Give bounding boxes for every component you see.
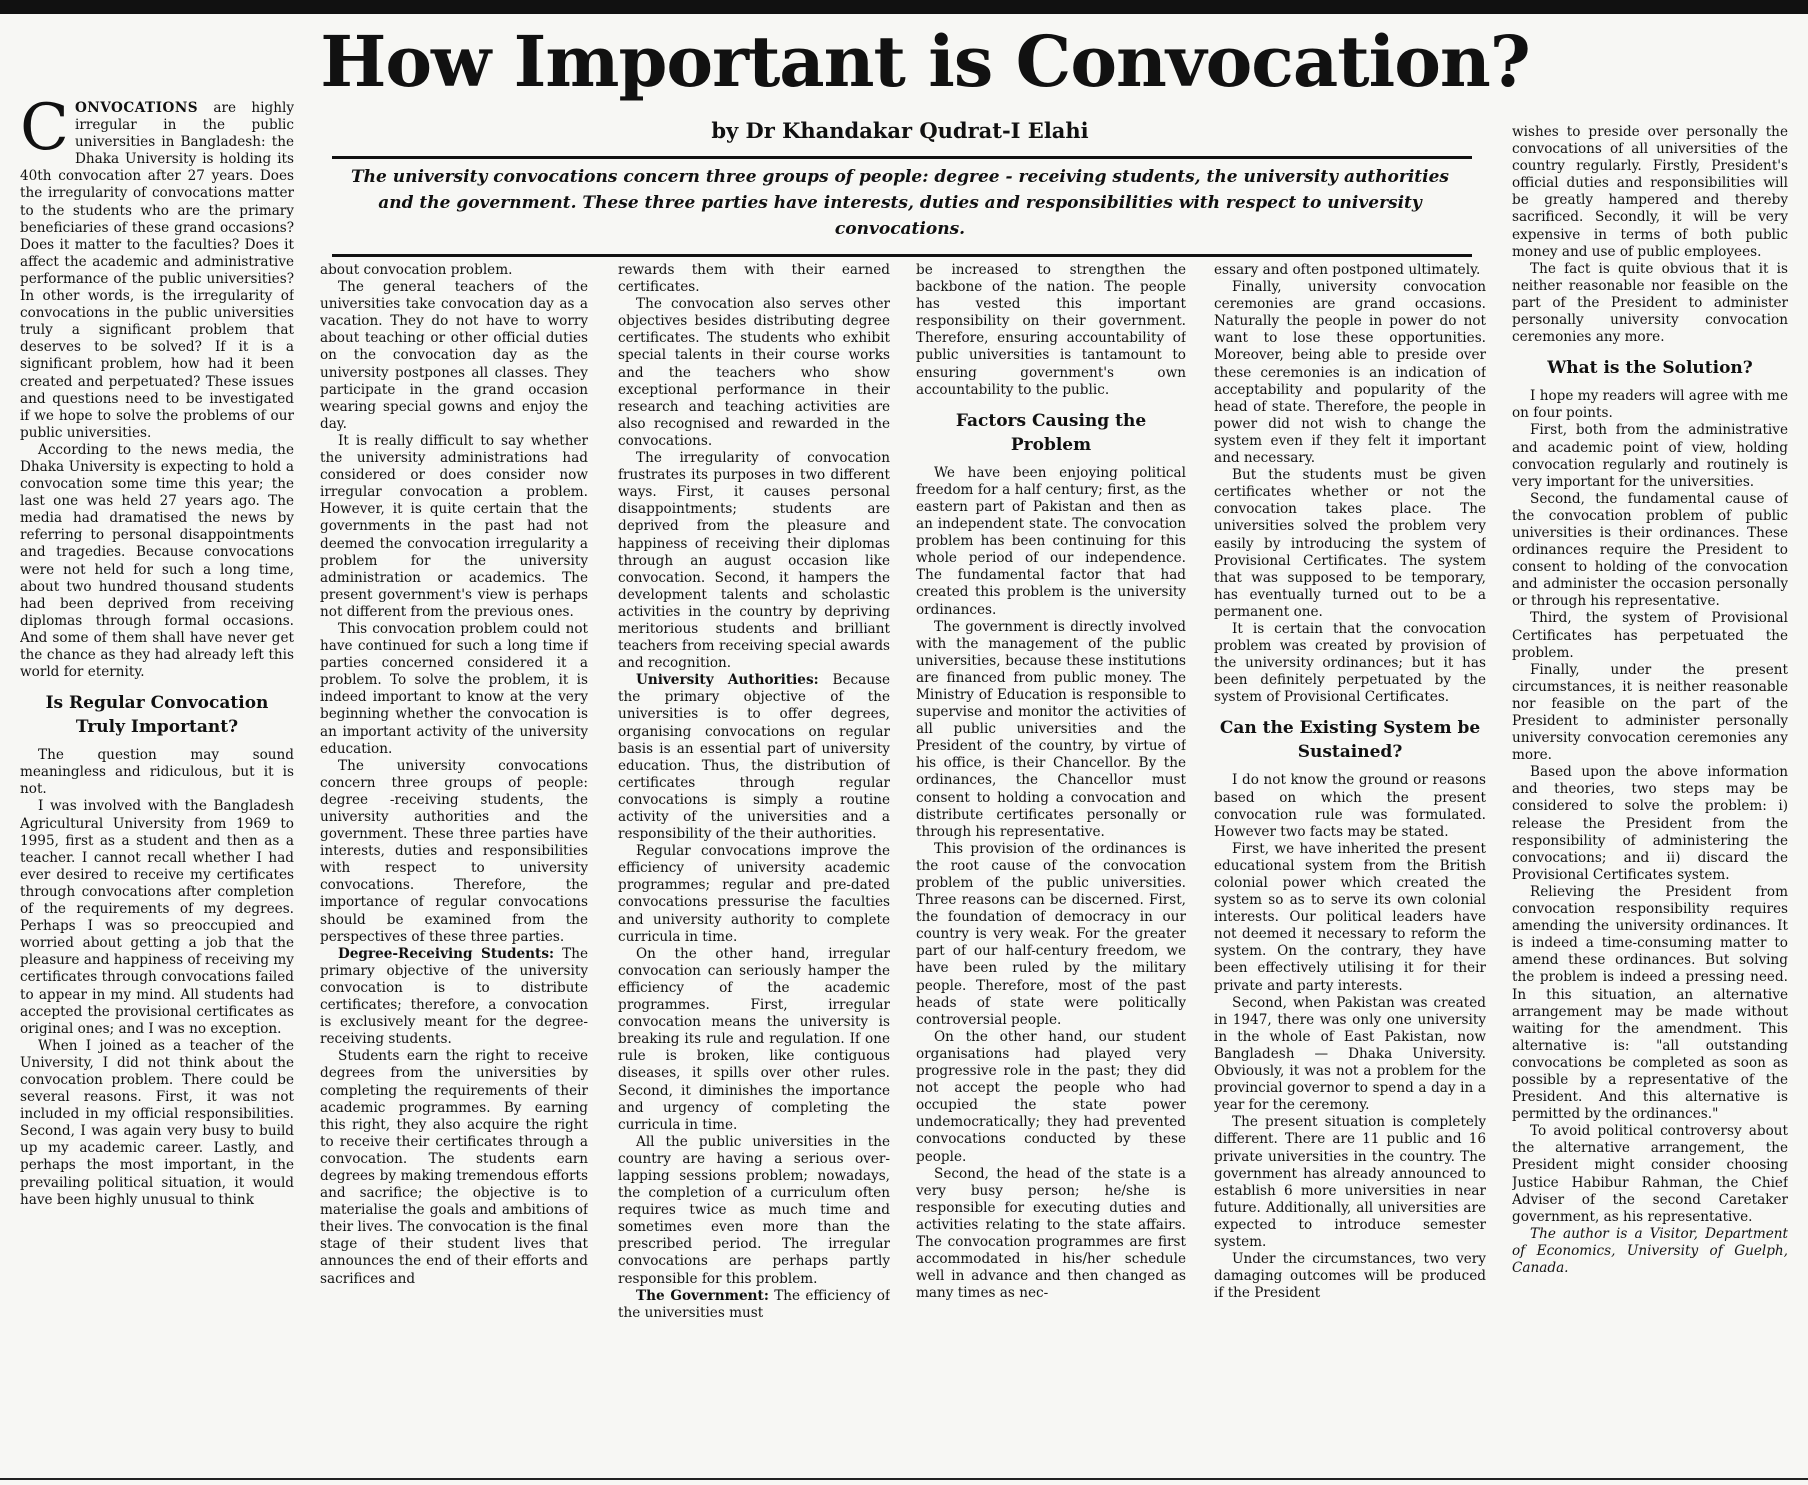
paragraph: When I joined as a teacher of the University, I did not think about the convocation problem. There could be several reasons. First, it was not included in my official responsibilities. Second, I was again very busy to build up my academic career. Lastly, and perhaps the most important, in the prevailing political situation, it would have been highly unusual to think <box>20 1037 294 1208</box>
paragraph: The irregularity of convocation frustrates its purposes in two different ways. First, it causes personal disappointments; students are deprived from the pleasure and happiness of receiving their diplomas through an august occasion like convocation. Second, it hampers the development talents and scholastic activities in the country by depriving meritorious students and brilliant teachers from receiving special awards and recognition. <box>618 450 890 672</box>
paragraph: University Authorities: Because the primary objective of the universities is to offer degrees, organising convocations on regular basis is an essential part of university education. Thus, the distribution of certificates through regular convocations is simply a routine activity of the universities and a responsibility of the their authorities. <box>618 672 890 843</box>
section-heading: What is the Solution? <box>1547 358 1753 379</box>
paragraph: Second, when Pakistan was created in 1947, there was only one university in the whole of East Pakistan, now Bangladesh — Dhaka University. Obviously, it was not a problem for the provincial governor to spend a day in a year for the ceremony. <box>1214 994 1486 1114</box>
paragraph: The convocation also serves other objectives besides distributing degree certificates. The students who exhibit special talents in their course works and the teachers who show exceptional performance in their research and teaching activities are also recognised and rewarded in the convocations. <box>618 296 890 449</box>
paragraph: It is really difficult to say whether the university administrations had considered or does consider now irregular convocation a problem. However, it is quite certain that the governments in the past had not deemed the convocation irregularity a problem for the university administration or academics. The present government's view is perhaps not different from the previous ones. <box>320 432 588 620</box>
column-1 <box>20 100 294 1475</box>
paragraph: Second, the head of the state is a very busy person; he/she is responsible for executing duties and activities relating to the state affairs. The convocation programmes are first accommodated in his/her schedule well in advance and then changed as many times as nec- <box>916 1165 1186 1302</box>
paragraph: wishes to preside over personally the convocations of all universities of the country regularly. Firstly, President's official duties and responsibilities will be greatly hampered and thereby sacrificed. Secondly, it will be very expensive in terms of both public money and use of public employees. <box>1512 124 1788 260</box>
paragraph: First, we have inherited the present educational system from the British colonial power which created the system so as to serve its own colonial interests. Our political leaders have not deemed it necessary to reform the system. On the contrary, they have been effectively utilising it for their private and party interests. <box>1214 840 1486 994</box>
paragraph: It is certain that the convocation problem was created by provision of the university ordinances; but it has been definitely perpetuated by the system of Provisional Certificates. <box>1214 620 1486 706</box>
paragraph: I do not know the ground or reasons based on which the present convocation rule was formulated. However two facts may be stated. <box>1214 772 1486 840</box>
deck-rule-top <box>332 156 1472 159</box>
paragraph: To avoid political controversy about the alternative arrangement, the President might consider choosing Justice Habibur Rahman, the Chief Adviser of the second Caretaker government, as his representative. <box>1512 1123 1788 1225</box>
paragraph: Degree-Receiving Students: The primary objective of the university convocation is to distribute certificates; therefore, a convocation is exclusively meant for the degree-receiving students. <box>320 945 588 1048</box>
paragraph: According to the news media, the Dhaka University is expecting to hold a convocation some time this year; the last one was held 27 years ago. The media had dramatised the news by referring to personal disappointments and tragedies. Because convocations were not held for such a long time, about two hundred thousand students had been deprived from receiving diplomas through formal occasions. And some of them shall have never get the chance as they had already left this world for eternity. <box>20 441 294 681</box>
paragraph: This convocation problem could not have continued for such a long time if parties concerned considered it a problem. To solve the problem, it is indeed important to know at the very beginning whether the convocation is an important activity of the university education. <box>320 620 588 757</box>
headline: How Important is Convocation? <box>320 20 1530 103</box>
paragraph: I was involved with the Bangladesh Agricultural University from 1969 to 1995, first as a student and then as a teacher. I cannot recall whether I had ever desired to receive my certificates through convocations after completion of the requirements of my degrees. Perhaps I was so preoccupied and worried about getting a job that the pleasure and happiness of receiving my certificates through convocations failed to appear in my mind. All students had accepted the provisional certificates as original ones; and I was no exception. <box>20 798 294 1037</box>
byline: by Dr Khandakar Qudrat-I Elahi <box>711 118 1089 143</box>
paragraph: Finally, under the present circumstances, it is neither reasonable nor feasible on the part of the President to administer personally university convocation ceremonies any more. <box>1512 661 1788 764</box>
column-4 <box>916 262 1186 1475</box>
paragraph: The government is directly involved with the management of the public universities, because these institutions are financed from public money. The Ministry of Education is responsible to supervise and monitor the activities of all public universities and the President of the country, by virtue of his office, is their Chancellor. By the ordinances, the Chancellor must consent to holding a convocation and distribute certificates personally or through his representative. <box>916 618 1186 840</box>
drop-cap: C <box>20 100 69 165</box>
bottom-rule <box>0 1478 1808 1480</box>
paragraph: This provision of the ordinances is the root cause of the convocation problem of the public universities. Three reasons can be discerned. First, the foundation of democracy in our country is very weak. For the greater part of our half-century freedom, we have been ruled by the military people. Therefore, most of the past heads of state were politically controversial people. <box>916 840 1186 1028</box>
section-heading: Can the Existing System be Sustained? <box>1219 718 1481 763</box>
paragraph: On the other hand, our student organisations had played very progressive role in the past; they did not accept the people who had occupied the state power undemocratically; they had prevented convocations conducted by these people. <box>916 1028 1186 1165</box>
intro-paragraph: CONVOCATIONS are highly irregular in the public universities in Bangladesh: the Dhaka University is holding its 40th convocation after 27 years. Does the irregularity of convocations matter to the students who are the primary beneficiaries of these grand occasions? Does it matter to the faculties? Does it affect the academic and administrative performance of the public universities? In other words, is the irregularity of convocations in the public universities truly a significant problem that deserves to be solved? If it is a significant problem, how had it been created and perpetuated? These issues and questions need to be investigated if we hope to solve the problems of our public universities. <box>20 100 294 441</box>
paragraph: rewards them with their earned certificates. <box>618 262 890 296</box>
paragraph: The present situation is completely different. There are 11 public and 16 private universities in the country. The government has already announced to establish 6 more universities in near future. Additionally, all universities are expected to introduce semester system. <box>1214 1114 1486 1250</box>
paragraph: about convocation problem. <box>320 262 513 278</box>
paragraph: The Government: The efficiency of the universities must <box>618 1287 890 1321</box>
author-credit: The author is a Visitor, Department of Economics, University of Guelph, Canada. <box>1512 1225 1788 1276</box>
paragraph: Students earn the right to receive degrees from the universities by completing the requirements of their academic programmes. By earning this right, they also acquire the right to receive their certificates through a convocation. The students earn degrees by making tremendous efforts and sacrifice; the objective is to materialise the goals and ambitions of their lives. The convocation is the final stage of their student lives that announces the end of their efforts and sacrifices and <box>320 1048 588 1287</box>
paragraph: Under the circumstances, two very damaging outcomes will be produced if the President <box>1214 1251 1486 1302</box>
paragraph: Second, the fundamental cause of the convocation problem of public universities is their ordinances. These ordinances require the President to consent to holding of the convocation and administer the occasion personally or through his representative. <box>1512 490 1788 610</box>
paragraph: First, both from the administrative and academic point of view, holding convocation regularly and routinely is very important for the universities. <box>1512 422 1788 490</box>
paragraph: But the students must be given certificates whether or not the convocation takes place. The universities solved the problem very easily by introducing the system of Provisional Certificates. The system that was supposed to be temporary, has eventually turned out to be a permanent one. <box>1214 467 1486 620</box>
run-in-heading: University Authorities: <box>636 672 819 689</box>
section-heading: Is Regular Convocation Truly Important? <box>45 693 269 738</box>
paragraph: Based upon the above information and theories, two steps may be considered to solve the problem: i) release the President from the responsibility of administering the convocations; and ii) discard the Provisional Certificates system. <box>1512 764 1788 883</box>
paragraph: On the other hand, irregular convocation can seriously hamper the efficiency of the academic programmes. First, irregular convocation means the university is breaking its rule and regulation. If one rule is broken, like contiguous diseases, it spills over other rules. Second, it diminishes the importance and urgency of completing the curricula in time. <box>618 945 890 1133</box>
column-3 <box>618 262 890 1475</box>
section-heading: Factors Causing the Problem <box>955 410 1147 455</box>
paragraph: All the public universities in the country are having a serious over-lapping sessions problem; nowadays, the completion of a curriculum often requires twice as much time and sometimes even more than the prescribed period. The irregular convocations are perhaps partly responsible for this problem. <box>618 1133 890 1287</box>
deck-summary: The university convocations concern three groups of people: degree - receiving students, the university authorities and the government. These three parties have interests, duties and responsibilities with respect to university convocations. <box>350 167 1449 239</box>
column-5 <box>1214 262 1486 1475</box>
paragraph: The general teachers of the universities take convocation day as a vacation. They do not have to worry about teaching or other official duties on the convocation day as the university postpones all classes. They participate in the grand occasion wearing special gowns and enjoy the day. <box>320 279 588 432</box>
paragraph: Relieving the President from convocation responsibility requires amending the university ordinances. It is indeed a time-consuming matter to amend these ordinances. But solving the problem is indeed a pressing need. In this situation, an alternative arrangement may be made without waiting for the amendment. This alternative is: "all outstanding convocations be completed as soon as possible by a representative of the President. And this alternative is permitted by the ordinances." <box>1512 883 1788 1123</box>
paragraph: I hope my readers will agree with me on four points. <box>1512 388 1788 422</box>
run-in-heading: Degree-Receiving Students: <box>338 945 555 962</box>
run-in-heading: The Government: <box>636 1287 769 1304</box>
paragraph: essary and often postponed ultimately. <box>1214 262 1481 278</box>
column-6 <box>1512 124 1788 1475</box>
top-border-bar <box>0 0 1808 14</box>
paragraph: The fact is quite obvious that it is neither reasonable nor feasible on the part of the President to administer personally university convocation ceremonies any more. <box>1512 260 1788 346</box>
column-2 <box>320 262 588 1475</box>
lead-caps: ONVOCATIONS <box>74 100 199 116</box>
paragraph: We have been enjoying political freedom for a half century; first, as the eastern part of Pakistan and then as an independent state. The convocation problem has been continuing for this whole period of our independence. The fundamental factor that had created this problem is the university ordinances. <box>916 464 1186 618</box>
paragraph: The university convocations concern three groups of people: degree -receiving students, the university authorities and the government. These three parties have interests, duties and responsibilities with respect to university convocations. Therefore, the importance of regular convocations should be examined from the perspectives of these three parties. <box>320 757 588 945</box>
paragraph: Regular convocations improve the efficiency of university academic programmes; regular and pre-dated convocations pressurise the faculties and university authority to complete curricula in time. <box>618 843 890 945</box>
paragraph: Finally, university convocation ceremonies are grand occasions. Naturally the people in power do not want to lose these opportunities. Moreover, being able to preside over these ceremonies is an indication of acceptability and popularity of the head of state. Therefore, the people in power did not wish to change the system even if they felt it important and necessary. <box>1214 279 1486 467</box>
paragraph: be increased to strengthen the backbone of the nation. The people has vested this important responsibility on their government. Therefore, ensuring accountability of public universities is tantamount to ensuring government's own accountability to the public. <box>916 262 1186 398</box>
deck-rule-bottom <box>332 254 1472 257</box>
paragraph: Third, the system of Provisional Certificates has perpetuated the problem. <box>1512 610 1788 661</box>
paragraph: The question may sound meaningless and ridiculous, but it is not. <box>20 747 294 798</box>
